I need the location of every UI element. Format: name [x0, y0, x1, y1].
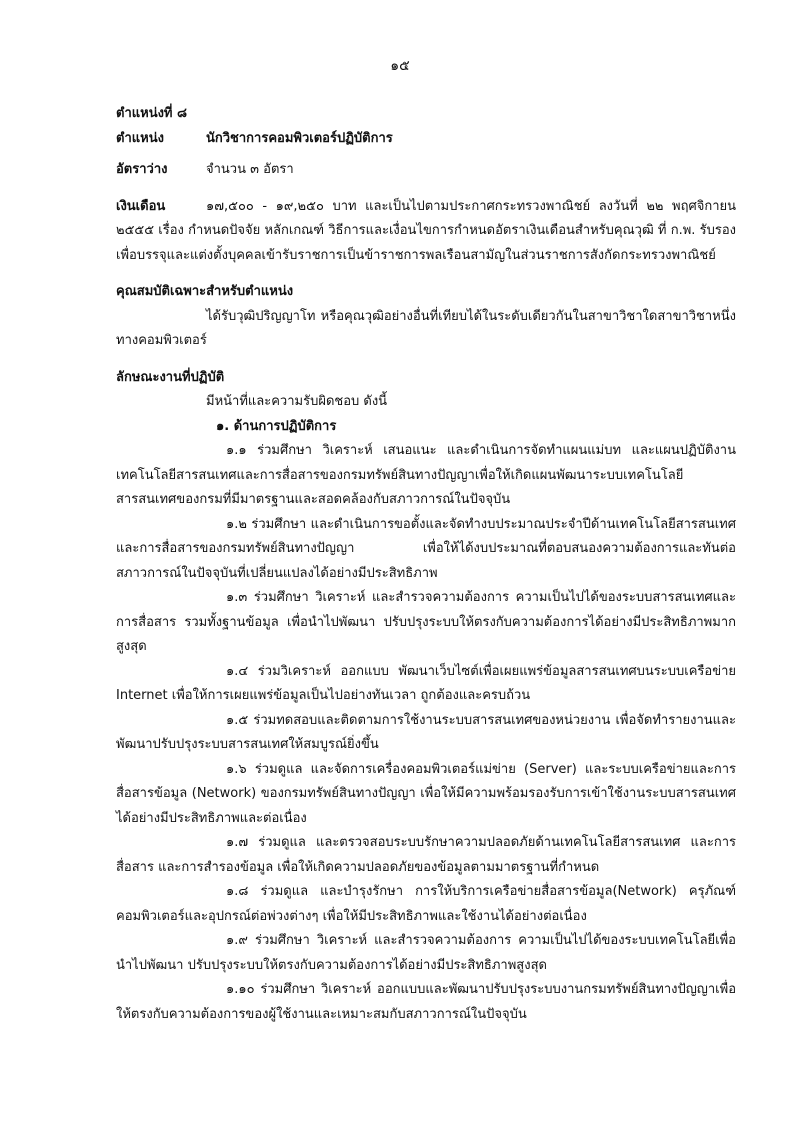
vacancy-label: อัตราว่าง: [116, 162, 168, 177]
position-label: ตำแหน่ง: [116, 130, 164, 146]
duty-item: ๑.๑ ร่วมศึกษา วิเคราะห์ เสนอแนะ และดำเนินการจัดทำแผนแม่บท และแผนปฏิบัติงานเทคโนโลยีสารสนเทศและการสื่อสารของกรมทรัพย์สินทางปัญญาเพื่อให้เกิดแผนพัฒนาระบบเทคโนโลยีสารสนเทศของกรมที่มีมาตรฐานและสอดคล้องกับสภาวการณ์ในปัจจุบัน: [116, 443, 736, 507]
page-number: ๑๕: [390, 58, 410, 74]
duty-item: ๑.๙ ร่วมศึกษา วิเคราะห์ และสำรวจความต้องการ ความเป็นไปได้ของระบบเทคโนโลยีเพื่อนำไปพัฒนา ปรับปรุงระบบให้ตรงกับความต้องการได้อย่างมีประสิทธิภาพสูงสุด: [116, 933, 736, 973]
duties-heading: ลักษณะงานที่ปฏิบัติ: [116, 369, 225, 385]
duty-item: ๑.๒ ร่วมศึกษา และดำเนินการขอตั้งและจัดทำงบประมาณประจำปีด้านเทคโนโลยีสารสนเทศและการสื่อสารของกรมทรัพย์สินทางปัญญา เพื่อให้ได้งบประมาณที่ตอบสนองความต้องการและทันต่อสภาวการณ์ในปัจจุบันที่เปลี่ยนแปลงได้อย่างมีประสิทธิภาพ: [116, 516, 736, 581]
salary-text: ๑๗,๕๐๐ - ๑๙,๒๕๐ บาท และเป็นไปตามประกาศกระทรวงพาณิชย์ ลงวันที่ ๒๒ พฤศจิกายน ๒๕๕๕ เรื่อง กำหนดปัจจัย หลักเกณฑ์ วิธีการและเงื่อนไขการกำหนดอัตราเงินเดือนสำหรับคุณวุฒิ ที่ ก.พ. รับรอง เพื่อบรรจุและแต่งตั้งบุคคลเข้ารับราชการเป็นข้าราชการพลเรือนสามัญในส่วนราชการสังกัดกระทรวงพาณิชย์: [116, 198, 736, 263]
duty-item: ๑.๔ ร่วมวิเคราะห์ ออกแบบ พัฒนาเว็บไซต์เพื่อเผยแพร่ข้อมูลสารสนเทศบนระบบเครือข่าย Internet เพื่อให้การเผยแพร่ข้อมูลเป็นไปอย่างทันเวลา ถูกต้องและครบถ้วน: [116, 663, 736, 703]
document-body: [116, 102, 736, 1027]
position-value: นักวิชาการคอมพิวเตอร์ปฏิบัติการ: [206, 130, 393, 146]
duty-item: ๑.๘ ร่วมดูแล และบำรุงรักษา การให้บริการเครือข่ายสื่อสารข้อมูล(Network) ครุภัณฑ์คอมพิวเตอร์และอุปกรณ์ต่อพ่วงต่างๆ เพื่อให้มีประสิทธิภาพและใช้งานได้อย่างต่อเนื่อง: [116, 884, 736, 924]
duty-item: ๑.๑๐ ร่วมศึกษา วิเคราะห์ ออกแบบและพัฒนาปรับปรุงระบบงานกรมทรัพย์สินทางปัญญาเพื่อให้ตรงกับความต้องการของผู้ใช้งานและเหมาะสมกับสภาวการณ์ในปัจจุบัน: [116, 982, 736, 1022]
duty-item: ๑.๖ ร่วมดูแล และจัดการเครื่องคอมพิวเตอร์แม่ข่าย (Server) และระบบเครือข่ายและการสื่อสารข้อมูล (Network) ของกรมทรัพย์สินทางปัญญา เพื่อให้มีความพร้อมรองรับการเข้าใช้งานระบบสารสนเทศได้อย่างมีประสิทธิภาพและต่อเนื่อง: [116, 761, 736, 826]
duty-item: ๑.๗ ร่วมดูแล และตรวจสอบระบบรักษาความปลอดภัยด้านเทคโนโลยีสารสนเทศ และการสื่อสาร และการสำรองข้อมูล เพื่อให้เกิดความปลอดภัยของข้อมูลตามมาตรฐานที่กำหนด: [116, 835, 736, 875]
qualification-heading: คุณสมบัติเฉพาะสำหรับตำแหน่ง: [116, 284, 294, 299]
duties-section-title: ๑. ด้านการปฏิบัติการ: [216, 418, 337, 434]
vacancy-value: จำนวน ๓ อัตรา: [206, 162, 294, 177]
duties-intro: มีหน้าที่และความรับผิดชอบ ดังนี้: [206, 394, 388, 409]
vacancy-row: [116, 158, 736, 183]
duty-item: ๑.๕ ร่วมทดสอบและติดตามการใช้งานระบบสารสนเทศของหน่วยงาน เพื่อจัดทำรายงานและพัฒนาปรับปรุงระบบสารสนเทศให้สมบูรณ์ยิ่งขึ้น: [116, 712, 736, 752]
qualification-text: ได้รับวุฒิปริญญาโท หรือคุณวุฒิอย่างอื่นที่เทียบได้ในระดับเดียวกันในสาขาวิชาใดสาขาวิชาหนึ่งทางคอมพิวเตอร์: [116, 308, 736, 348]
duty-item: ๑.๓ ร่วมศึกษา วิเคราะห์ และสำรวจความต้องการ ความเป็นไปได้ของระบบสารสนเทศและการสื่อสาร รวมทั้งฐานข้อมูล เพื่อนำไปพัฒนา ปรับปรุงระบบให้ตรงกับความต้องการได้อย่างมีประสิทธิภาพมากสูงสุด: [116, 590, 736, 654]
salary-paragraph: [116, 195, 736, 269]
position-number: ตำแหน่งที่ ๘: [116, 106, 188, 121]
position-row: [116, 127, 736, 152]
salary-label: เงินเดือน: [116, 198, 166, 214]
